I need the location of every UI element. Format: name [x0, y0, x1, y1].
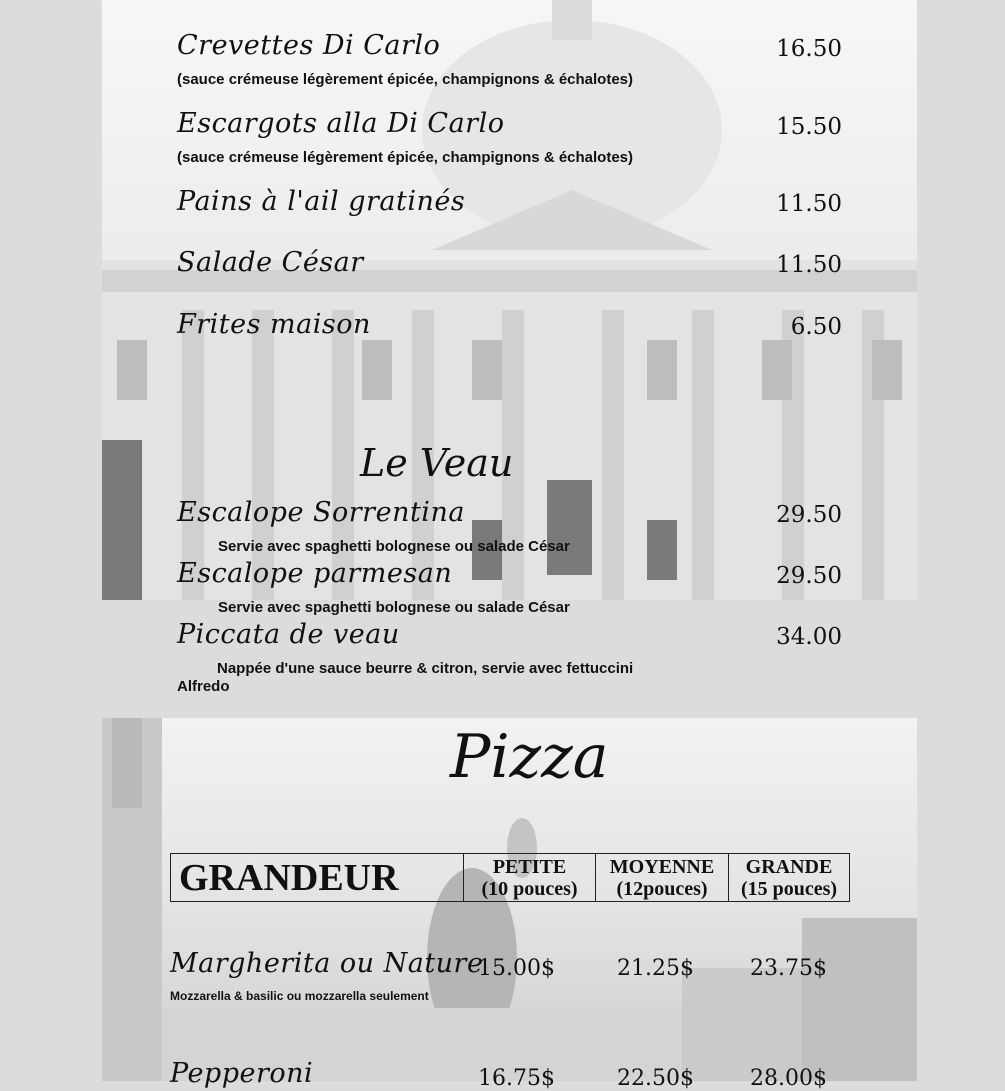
item-description: Servie avec spaghetti bolognese ou salade César	[218, 538, 570, 555]
item-description: Servie avec spaghetti bolognese ou salade César	[218, 599, 570, 616]
item-name: Escalope parmesan	[177, 558, 453, 589]
item-name: Frites maison	[177, 309, 371, 340]
size-large-cell	[729, 854, 850, 902]
item-description: (sauce crémeuse légèrement épicée, champignons & échalotes)	[177, 149, 634, 166]
pizza-size-table	[170, 853, 850, 902]
pizza-price-small: 15.00$	[478, 956, 555, 981]
size-medium-cell	[596, 854, 729, 902]
pizza-price-large: 28.00$	[750, 1066, 827, 1091]
item-name: Piccata de veau	[177, 619, 400, 650]
item-price: 11.50	[776, 191, 842, 217]
size-small-cell	[464, 854, 596, 902]
section-title-pizza: Pizza	[450, 722, 609, 792]
item-name: Pains à l'ail gratinés	[177, 186, 466, 217]
size-medium-label: MOYENNE	[609, 855, 715, 878]
item-price: 6.50	[790, 314, 842, 340]
item-description-continued: Alfredo	[177, 678, 230, 695]
item-price: 16.50	[776, 36, 842, 62]
size-large-label: GRANDE	[745, 855, 833, 878]
pizza-name: Margherita ou Nature	[170, 948, 484, 979]
item-name: Escargots alla Di Carlo	[177, 108, 505, 139]
size-small-inches: (10 pouces)	[481, 877, 578, 900]
size-header-cell	[171, 854, 464, 902]
pizza-price-medium: 21.25$	[617, 956, 694, 981]
size-header-label: GRANDEUR	[179, 856, 399, 899]
pizza-price-small: 16.75$	[478, 1066, 555, 1091]
item-name: Escalope Sorrentina	[177, 497, 465, 528]
item-description: Nappée d'une sauce beurre & citron, servie avec fettuccini	[217, 660, 634, 677]
pizza-name: Pepperoni	[170, 1058, 314, 1089]
size-small-label: PETITE	[492, 855, 567, 878]
item-price: 15.50	[776, 114, 842, 140]
item-price: 34.00	[776, 624, 842, 650]
item-description: (sauce crémeuse légèrement épicée, champignons & échalotes)	[177, 71, 634, 88]
size-medium-inches: (12pouces)	[616, 877, 708, 900]
item-price: 29.50	[776, 502, 842, 528]
item-name: Salade César	[177, 247, 364, 278]
pizza-price-medium: 22.50$	[617, 1066, 694, 1091]
item-price: 11.50	[776, 252, 842, 278]
section-title-veau: Le Veau	[360, 441, 514, 485]
pizza-price-large: 23.75$	[750, 956, 827, 981]
size-large-inches: (15 pouces)	[740, 877, 838, 900]
menu-page	[102, 0, 917, 1081]
item-name: Crevettes Di Carlo	[177, 30, 441, 61]
item-price: 29.50	[776, 563, 842, 589]
pizza-description: Mozzarella & basilic ou mozzarella seulement	[170, 989, 429, 1003]
